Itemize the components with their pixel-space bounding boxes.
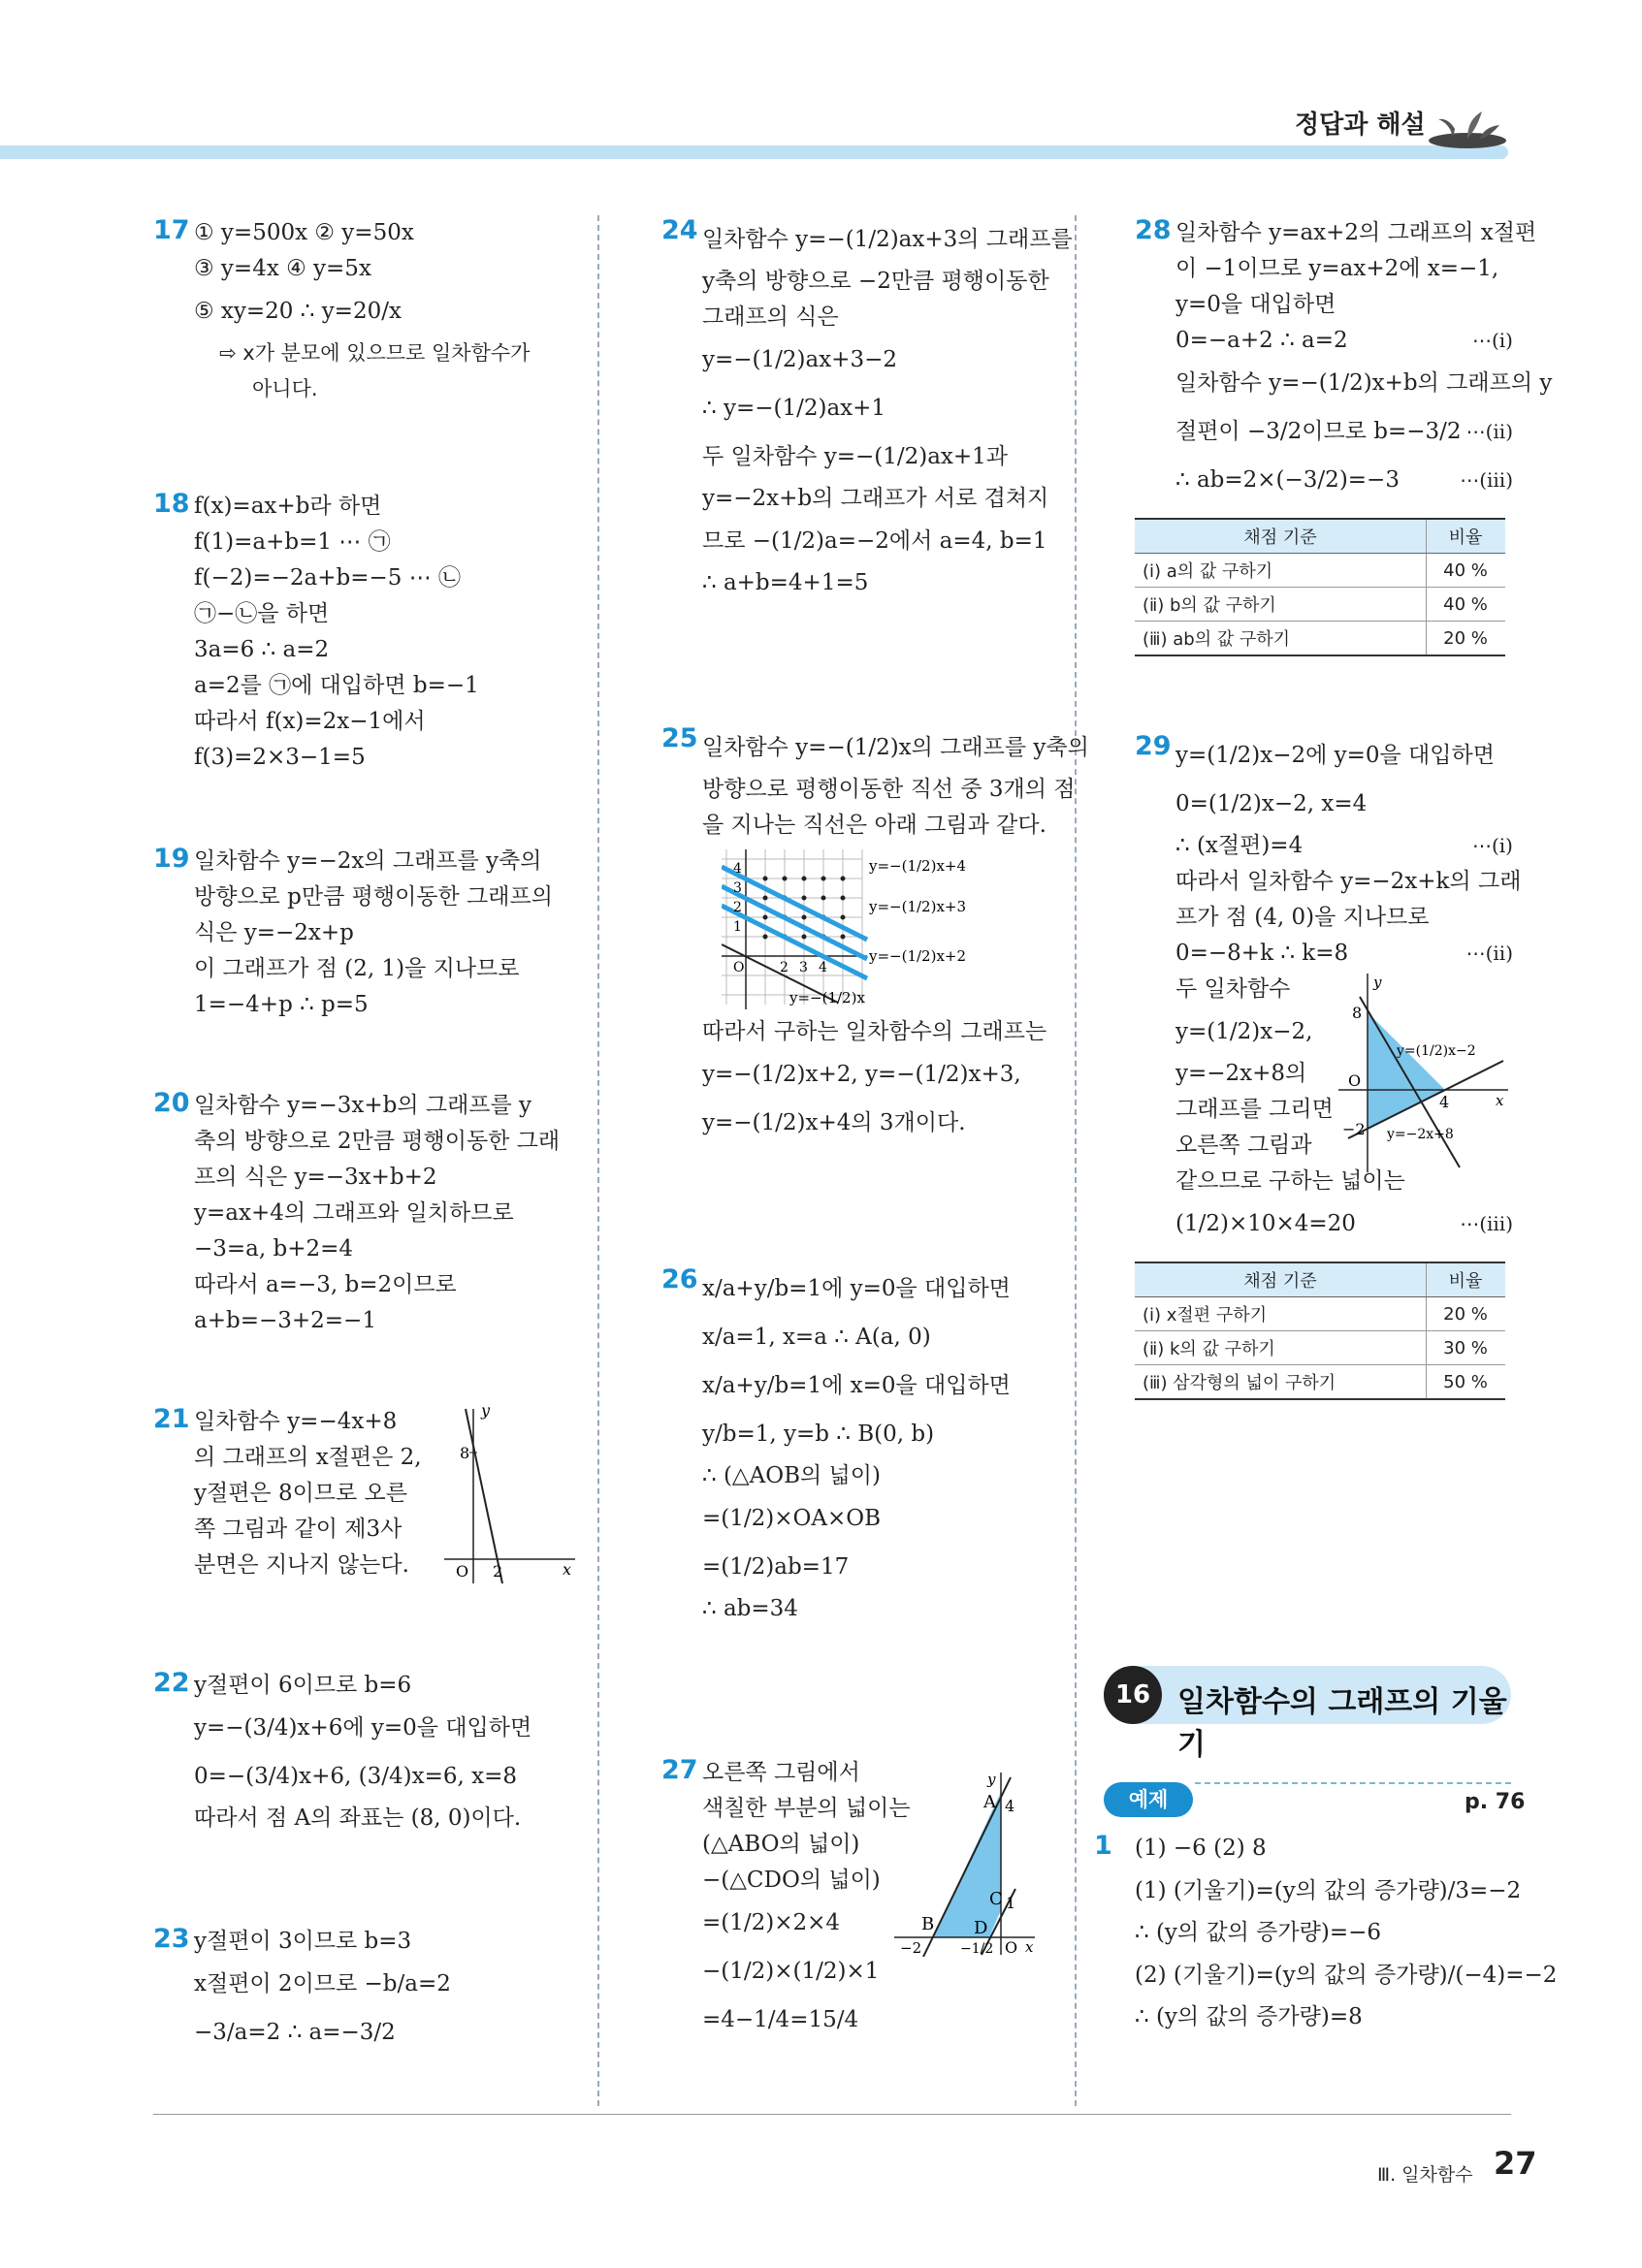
origin-label: O xyxy=(1005,1938,1018,1957)
label-neg-half: −1/2 xyxy=(960,1941,994,1957)
line: 분면은 지나지 않는다. xyxy=(194,1552,409,1578)
origin-label: O xyxy=(1348,1071,1362,1090)
problem-number: 17 xyxy=(153,215,190,245)
line: 일차함수 y=ax+2의 그래프의 x절편 xyxy=(1175,220,1537,245)
problem-28 xyxy=(1135,215,1553,656)
step-mark: ⋯(ⅲ) xyxy=(1460,1212,1513,1235)
line: 따라서 구하는 일차함수의 그래프는 xyxy=(702,1019,1047,1044)
header-title: 정답과 해설 xyxy=(1295,111,1426,140)
line: ∴ ab=34 xyxy=(702,1596,798,1621)
step-mark: ⋯(ⅰ) xyxy=(1471,329,1513,352)
line: 절편이 −3/2이므로 b=−3/2 xyxy=(1175,419,1462,444)
line: y=ax+4의 그래프와 일치하므로 xyxy=(194,1200,514,1226)
problem-number: 21 xyxy=(153,1404,190,1434)
problem-18 xyxy=(153,489,580,776)
line: 1=−4+p ∴ p=5 xyxy=(194,992,369,1017)
line: y=−(3/4)x+6에 y=0을 대입하면 xyxy=(194,1715,532,1741)
axis-x-label: x xyxy=(1496,1092,1504,1109)
sprout-icon xyxy=(1424,100,1511,148)
label-8: 8 xyxy=(1352,1004,1363,1022)
problem-21 xyxy=(153,1404,580,1583)
line: 을 지나는 직선은 아래 그림과 같다. xyxy=(702,813,1046,838)
problem-29 xyxy=(1135,731,1522,1400)
line: 0=−a+2 ∴ a=2 xyxy=(1175,328,1348,353)
line: y=−2x+8의 xyxy=(1175,1061,1307,1086)
line-label: y=−(1/2)x+4 xyxy=(869,857,967,875)
origin-label: O xyxy=(733,960,745,975)
line: 일차함수 y=−4x+8 xyxy=(194,1409,398,1434)
step-mark: ⋯(ⅱ) xyxy=(1465,420,1513,443)
line: 따라서 점 A의 좌표는 (8, 0)이다. xyxy=(194,1805,522,1831)
axis-y-label: y xyxy=(481,1404,491,1420)
table-row: (ⅲ) ab의 값 구하기 20 % xyxy=(1135,622,1505,656)
line: 두 일차함수 xyxy=(1175,976,1291,1002)
y-tick: 4 xyxy=(733,861,742,877)
y-tick: 2 xyxy=(733,900,742,915)
table-row: (ⅰ) a의 값 구하기 40 % xyxy=(1135,554,1505,588)
graph-25 xyxy=(722,849,1032,1014)
line: x/a+y/b=1에 x=0을 대입하면 xyxy=(702,1373,1011,1398)
point-b: B xyxy=(921,1914,935,1934)
y-tick: 3 xyxy=(733,880,742,896)
line: 0=−(3/4)x+6, (3/4)x=6, x=8 xyxy=(194,1764,517,1789)
line: =4−1/4=15/4 xyxy=(702,2007,859,2032)
line: −3=a, b+2=4 xyxy=(194,1236,354,1262)
y-tick: 1 xyxy=(733,919,742,935)
line: a=2를 ㉠에 대입하면 b=−1 xyxy=(194,673,479,698)
line: y=(1/2)x−2에 y=0을 대입하면 xyxy=(1175,743,1495,768)
line: 쪽 그림과 같이 제3사 xyxy=(194,1517,402,1542)
line: 이 −1이므로 y=ax+2에 x=−1, xyxy=(1175,256,1499,281)
line: 축의 방향으로 2만큼 평행이동한 그래 xyxy=(194,1129,561,1154)
label-neg2: −2 xyxy=(900,1939,922,1957)
line: 그래프의 식은 xyxy=(702,304,839,330)
footer-chapter: Ⅲ. 일차함수 xyxy=(1377,2164,1473,2186)
line: 오른쪽 그림과 xyxy=(1175,1133,1312,1158)
line: y=−(1/2)x+4의 3개이다. xyxy=(702,1110,966,1135)
line-label: y=−(1/2)x+3 xyxy=(869,898,967,915)
line: 식은 y=−2x+p xyxy=(194,920,354,945)
problem-17 xyxy=(153,215,580,407)
axis-x-label: x xyxy=(1025,1938,1034,1956)
line: 따라서 a=−3, b=2이므로 xyxy=(194,1272,457,1297)
line: y절편이 3이므로 b=3 xyxy=(194,1929,412,1954)
line: (△ABO의 넓이) xyxy=(702,1832,860,1857)
example-1 xyxy=(1094,1831,1558,2035)
problem-27 xyxy=(661,1755,1049,2044)
table-row: (ⅲ) 삼각형의 넓이 구하기 50 % xyxy=(1135,1365,1505,1400)
line: y절편은 8이므로 오른 xyxy=(194,1481,407,1506)
y-tick: 8 xyxy=(460,1444,470,1462)
table-header: 채점 기준 xyxy=(1135,1262,1427,1297)
problem-number: 18 xyxy=(153,489,190,519)
point-a: A xyxy=(983,1792,996,1812)
line: 프의 식은 y=−3x+b+2 xyxy=(194,1165,437,1190)
line: ∴ (△AOB의 넓이) xyxy=(702,1463,881,1488)
graph-27 xyxy=(894,1773,1040,1957)
line: f(3)=2×3−1=5 xyxy=(194,745,366,770)
problem-number: 20 xyxy=(153,1088,190,1118)
line: 이 그래프가 점 (2, 1)을 지나므로 xyxy=(194,956,520,981)
section-banner xyxy=(1104,1666,1511,1768)
line: y/b=1, y=b ∴ B(0, b) xyxy=(702,1421,935,1447)
line: ③ y=4x ④ y=5x xyxy=(194,256,371,281)
line: 색칠한 부분의 넓이는 xyxy=(702,1796,911,1821)
line-label: y=−2x+8 xyxy=(1387,1127,1454,1142)
x-tick: 2 xyxy=(493,1562,503,1581)
line: y=(1/2)x−2, xyxy=(1175,1019,1313,1044)
point-c: C xyxy=(989,1889,1003,1909)
section-badge: 16강 xyxy=(1104,1666,1162,1724)
line: 0=(1/2)x−2, x=4 xyxy=(1175,791,1368,816)
problem-number: 28 xyxy=(1135,215,1172,245)
line: −(△CDO의 넓이) xyxy=(702,1868,881,1893)
step-mark: ⋯(ⅰ) xyxy=(1471,834,1513,857)
line: 일차함수 y=−(1/2)x+b의 그래프의 y xyxy=(1175,370,1553,396)
line: 방향으로 p만큼 평행이동한 그래프의 xyxy=(194,884,553,910)
line: 3a=6 ∴ a=2 xyxy=(194,637,330,662)
step-mark: ⋯(ⅲ) xyxy=(1460,468,1513,492)
table-row: (ⅱ) k의 값 구하기 30 % xyxy=(1135,1331,1505,1365)
problem-19 xyxy=(153,844,580,1023)
line: 0=−8+k ∴ k=8 xyxy=(1175,941,1349,966)
line: (1) −6 (2) 8 xyxy=(1135,1836,1267,1861)
line: y=−(1/2)x+2, y=−(1/2)x+3, xyxy=(702,1062,1021,1087)
line: 따라서 일차함수 y=−2x+k의 그래 xyxy=(1175,869,1522,894)
line: 일차함수 y=−(1/2)x의 그래프를 y축의 xyxy=(702,735,1089,760)
problem-number: 24 xyxy=(661,215,698,245)
x-tick: 4 xyxy=(819,960,827,975)
line: y절편이 6이므로 b=6 xyxy=(194,1673,412,1698)
column-divider-1 xyxy=(597,215,599,2106)
line: ∴ ab=2×(−3/2)=−3 xyxy=(1175,467,1400,493)
example-page-ref: p. 76 xyxy=(1465,1790,1526,1814)
line: ① y=500x ② y=50x xyxy=(194,220,414,245)
graph-21 xyxy=(444,1404,580,1588)
line: 따라서 f(x)=2x−1에서 xyxy=(194,709,426,734)
label-4: 4 xyxy=(1005,1797,1015,1815)
column-divider-2 xyxy=(1075,215,1077,2106)
origin-label: O xyxy=(456,1562,469,1581)
line: f(−2)=−2a+b=−5 ⋯ ㉡ xyxy=(194,565,462,591)
line: =(1/2)×2×4 xyxy=(702,1910,841,1935)
line: −3/a=2 ∴ a=−3/2 xyxy=(194,2020,396,2045)
problem-number: 22 xyxy=(153,1668,190,1698)
problem-25 xyxy=(661,723,1089,1147)
line: ㉠−㉡을 하면 xyxy=(194,601,330,626)
label-1: 1 xyxy=(1006,1894,1016,1912)
label-4: 4 xyxy=(1439,1093,1450,1111)
problem-22 xyxy=(153,1668,580,1837)
problem-26 xyxy=(661,1264,1049,1627)
line-label: y=−(1/2)x+2 xyxy=(869,947,967,965)
axis-y-label: y xyxy=(987,1773,996,1788)
table-header: 비율 xyxy=(1427,1262,1506,1297)
table-header: 채점 기준 xyxy=(1135,519,1427,554)
line: 방향으로 평행이동한 직선 중 3개의 점 xyxy=(702,777,1076,802)
problem-20 xyxy=(153,1088,580,1339)
footer-page-number: 27 xyxy=(1494,2145,1537,2182)
axis-y-label: y xyxy=(1373,974,1382,991)
step-mark: ⋯(ⅱ) xyxy=(1465,942,1513,965)
footer-rule xyxy=(153,2114,1511,2115)
line-label: y=(1/2)x−2 xyxy=(1397,1043,1476,1059)
problem-number: 29 xyxy=(1135,731,1172,761)
line: ⇨ x가 분모에 있으므로 일차함수가 xyxy=(219,341,531,365)
line: y=−(1/2)ax+3−2 xyxy=(702,347,897,372)
line: =(1/2)×OA×OB xyxy=(702,1506,881,1531)
line-label: y=−(1/2)x xyxy=(789,989,865,1006)
line: ∴ a+b=4+1=5 xyxy=(702,570,869,595)
label-neg2: −2 xyxy=(1342,1120,1366,1138)
line: (2) (기울기)=(y의 값의 증가량)/(−4)=−2 xyxy=(1135,1963,1558,1988)
line: ⑤ xy=20 ∴ y=20/x xyxy=(194,299,402,324)
line: a+b=−3+2=−1 xyxy=(194,1308,376,1333)
problem-number: 26 xyxy=(661,1264,698,1294)
line: (1) (기울기)=(y의 값의 증가량)/3=−2 xyxy=(1135,1878,1522,1903)
line: f(1)=a+b=1 ⋯ ㉠ xyxy=(194,529,391,555)
line: 일차함수 y=−2x의 그래프를 y축의 xyxy=(194,848,542,874)
line: ∴ (x절편)=4 xyxy=(1175,833,1304,858)
line: x/a=1, x=a ∴ A(a, 0) xyxy=(702,1325,931,1350)
line: 일차함수 y=−3x+b의 그래프를 y xyxy=(194,1093,532,1118)
problem-number: 23 xyxy=(153,1924,190,1954)
problem-number: 27 xyxy=(661,1755,698,1785)
x-tick: 3 xyxy=(799,960,808,975)
point-d: D xyxy=(974,1918,988,1938)
line: 그래프를 그리면 xyxy=(1175,1097,1334,1122)
line: 두 일차함수 y=−(1/2)ax+1과 xyxy=(702,444,1009,469)
line: 같으므로 구하는 넓이는 xyxy=(1175,1168,1405,1194)
scoring-table-28 xyxy=(1135,518,1505,656)
problem-23 xyxy=(153,1924,580,2057)
table-row: (ⅰ) x절편 구하기 20 % xyxy=(1135,1297,1505,1331)
x-tick: 2 xyxy=(780,960,789,975)
example-divider xyxy=(1195,1782,1511,1784)
section-title: 일차함수의 그래프의 기울기 xyxy=(1177,1685,1507,1762)
line: =(1/2)ab=17 xyxy=(702,1554,850,1580)
line: 프가 점 (4, 0)을 지나므로 xyxy=(1175,905,1430,930)
axis-x-label: x xyxy=(563,1560,572,1579)
line: f(x)=ax+b라 하면 xyxy=(194,494,382,519)
graph-29 xyxy=(1338,974,1513,1177)
line: 일차함수 y=−(1/2)ax+3의 그래프를 xyxy=(702,227,1073,252)
scoring-table-29 xyxy=(1135,1262,1505,1400)
line: 므로 −(1/2)a=−2에서 a=4, b=1 xyxy=(702,528,1047,554)
line: x/a+y/b=1에 y=0을 대입하면 xyxy=(702,1276,1011,1301)
line: ∴ y=−(1/2)ax+1 xyxy=(702,396,886,421)
line: ∴ (y의 값의 증가량)=−6 xyxy=(1135,1920,1381,1945)
line: 의 그래프의 x절편은 2, xyxy=(194,1445,422,1470)
line: x절편이 2이므로 −b/a=2 xyxy=(194,1971,451,1996)
line: 오른쪽 그림에서 xyxy=(702,1760,860,1785)
line: y축의 방향으로 −2만큼 평행이동한 xyxy=(702,269,1049,294)
table-row: (ⅱ) b의 값 구하기 40 % xyxy=(1135,588,1505,622)
table-header: 비율 xyxy=(1427,519,1506,554)
problem-24 xyxy=(661,215,1073,601)
problem-number: 1 xyxy=(1094,1831,1112,1861)
line: y=−2x+b의 그래프가 서로 겹쳐지 xyxy=(702,486,1049,511)
line: −(1/2)×(1/2)×1 xyxy=(702,1959,880,1984)
line: y=0을 대입하면 xyxy=(1175,292,1336,317)
line: ∴ (y의 값의 증가량)=8 xyxy=(1135,2004,1363,2029)
line: (1/2)×10×4=20 xyxy=(1175,1211,1356,1236)
example-tag: 예제 xyxy=(1104,1782,1193,1817)
line: 아니다. xyxy=(252,377,318,400)
problem-number: 25 xyxy=(661,723,698,753)
problem-number: 19 xyxy=(153,844,190,874)
header-bar xyxy=(0,145,1508,159)
